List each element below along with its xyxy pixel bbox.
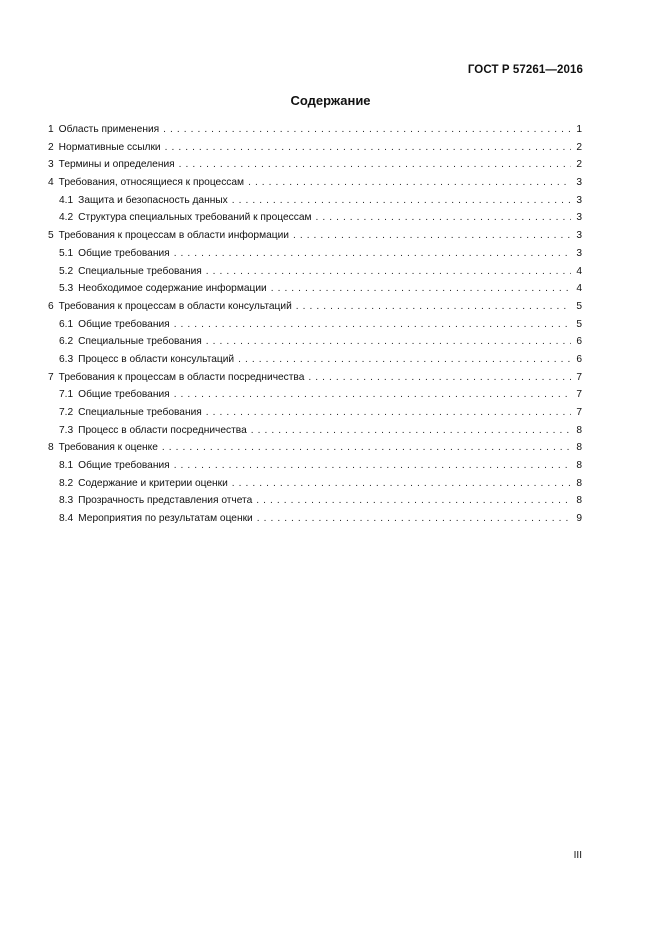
toc-entry-page: 8 xyxy=(576,460,582,472)
dot-leader xyxy=(165,139,571,157)
toc-entry-title: Специальные требования xyxy=(78,336,202,348)
toc-entry-title: Требования к процессам в области информации xyxy=(58,230,289,242)
toc-entry[interactable] xyxy=(48,510,582,528)
toc-entry[interactable] xyxy=(48,227,582,245)
dot-leader xyxy=(174,457,571,475)
toc-entry[interactable] xyxy=(48,404,582,422)
dot-leader xyxy=(174,316,571,334)
toc-entry-page: 3 xyxy=(576,177,582,189)
toc-entry-title: Специальные требования xyxy=(78,265,202,277)
dot-leader xyxy=(206,263,571,281)
toc-entry[interactable] xyxy=(48,492,582,510)
toc-entry-title: Требования к процессам в области консультаций xyxy=(58,300,292,312)
dot-leader xyxy=(206,404,571,422)
dot-leader xyxy=(174,386,571,404)
toc-entry-page: 3 xyxy=(576,247,582,259)
toc-entry-number: 5.1 xyxy=(59,247,74,259)
toc-entry-title: Требования, относящиеся к процессам xyxy=(58,177,245,189)
toc-entry-page: 8 xyxy=(576,424,582,436)
toc-entry[interactable] xyxy=(48,298,582,316)
toc-entry-page: 7 xyxy=(576,371,582,383)
toc-entry[interactable] xyxy=(48,351,582,369)
toc-title: Содержание xyxy=(290,93,371,108)
dot-leader xyxy=(256,492,571,510)
toc-entry[interactable] xyxy=(48,156,582,174)
toc-entry-title: Общие требования xyxy=(78,460,170,472)
toc-entry[interactable] xyxy=(48,439,582,457)
dot-leader xyxy=(179,156,571,174)
toc-entry[interactable] xyxy=(48,280,582,298)
toc-entry[interactable] xyxy=(48,192,582,210)
toc-entry-number: 8.2 xyxy=(59,477,74,489)
toc-entry-number: 5 xyxy=(48,230,54,242)
toc-entry-title: Прозрачность представления отчета xyxy=(78,495,253,507)
toc-entry-title: Необходимое содержание информации xyxy=(78,283,267,295)
dot-leader xyxy=(296,298,571,316)
toc-entry-title: Общие требования xyxy=(78,247,170,259)
page-number: III xyxy=(573,850,582,861)
toc-entry[interactable] xyxy=(48,457,582,475)
toc-entry-number: 8.1 xyxy=(59,460,74,472)
toc-entry-number: 6 xyxy=(48,300,54,312)
toc-entry-title: Термины и определения xyxy=(58,159,175,171)
dot-leader xyxy=(293,227,571,245)
toc-entry-title: Общие требования xyxy=(78,389,170,401)
toc-entry-page: 8 xyxy=(576,442,582,454)
toc-entry[interactable] xyxy=(48,475,582,493)
toc-entry-number: 5.3 xyxy=(59,283,74,295)
toc-entry[interactable] xyxy=(48,174,582,192)
toc-entry-page: 6 xyxy=(576,353,582,365)
toc-entry-page: 2 xyxy=(576,141,582,153)
toc-entry-number: 8.3 xyxy=(59,495,74,507)
toc-entry-page: 3 xyxy=(576,194,582,206)
toc-entry-number: 5.2 xyxy=(59,265,74,277)
toc-entry[interactable] xyxy=(48,121,582,139)
toc-entry-page: 8 xyxy=(576,495,582,507)
toc-entry-number: 7.3 xyxy=(59,424,74,436)
toc-entry[interactable] xyxy=(48,369,582,387)
toc-entry-number: 7 xyxy=(48,371,54,383)
toc-entry-page: 8 xyxy=(576,477,582,489)
toc-entry-page: 7 xyxy=(576,407,582,418)
toc-entry-title: Специальные требования xyxy=(78,407,202,418)
toc-entry-title: Структура специальных требований к процессам xyxy=(78,212,312,224)
toc-entry[interactable] xyxy=(48,422,582,440)
toc-entry-page: 1 xyxy=(576,124,582,135)
toc-entry-title: Нормативные ссылки xyxy=(58,141,161,153)
toc-entry[interactable] xyxy=(48,316,582,334)
toc-entry-page: 3 xyxy=(576,212,582,224)
toc-entry-number: 8 xyxy=(48,442,54,454)
dot-leader xyxy=(257,510,571,528)
toc-entry-page: 7 xyxy=(576,389,582,401)
toc-entry-title: Область применения xyxy=(58,124,160,135)
toc-entry-number: 7.2 xyxy=(59,407,74,418)
toc-entry-title: Требования к процессам в области посредничества xyxy=(58,371,305,383)
dot-leader xyxy=(163,121,571,139)
toc-entry-title: Общие требования xyxy=(78,318,170,330)
toc-entry[interactable] xyxy=(48,263,582,281)
toc-entry-number: 7.1 xyxy=(59,389,74,401)
toc-entry[interactable] xyxy=(48,333,582,351)
toc-entry-page: 6 xyxy=(576,336,582,348)
dot-leader xyxy=(162,439,571,457)
dot-leader xyxy=(271,280,571,298)
dot-leader xyxy=(238,351,571,369)
toc-entry-page: 5 xyxy=(576,300,582,312)
toc-entry-title: Процесс в области посредничества xyxy=(78,424,247,436)
toc-entry-page: 4 xyxy=(576,265,582,277)
toc-entry-title: Процесс в области консультаций xyxy=(78,353,235,365)
toc-entry-number: 4.2 xyxy=(59,212,74,224)
toc-entry-page: 2 xyxy=(576,159,582,171)
table-of-contents xyxy=(48,121,582,528)
toc-entry-number: 2 xyxy=(48,141,54,153)
toc-entry[interactable] xyxy=(48,139,582,157)
toc-entry-number: 3 xyxy=(48,159,54,171)
toc-entry[interactable] xyxy=(48,209,582,227)
dot-leader xyxy=(308,369,571,387)
toc-entry-page: 4 xyxy=(576,283,582,295)
dot-leader xyxy=(174,245,571,263)
toc-entry-title: Требования к оценке xyxy=(58,442,158,454)
toc-entry-number: 6.2 xyxy=(59,336,74,348)
dot-leader xyxy=(251,422,571,440)
toc-entry-page: 3 xyxy=(576,230,582,242)
toc-entry-number: 4.1 xyxy=(59,194,74,206)
toc-entry-number: 4 xyxy=(48,177,54,189)
dot-leader xyxy=(232,192,571,210)
toc-entry[interactable] xyxy=(48,245,582,263)
toc-entry-title: Мероприятия по результатам оценки xyxy=(78,513,253,525)
standard-code: ГОСТ Р 57261—2016 xyxy=(467,64,583,76)
toc-entry-number: 8.4 xyxy=(59,513,74,525)
toc-entry-number: 1 xyxy=(48,124,54,135)
toc-entry-page: 5 xyxy=(576,318,582,330)
dot-leader xyxy=(316,209,572,227)
toc-entry-number: 6.1 xyxy=(59,318,74,330)
toc-entry-title: Защита и безопасность данных xyxy=(78,194,228,206)
toc-entry-page: 9 xyxy=(576,513,582,525)
dot-leader xyxy=(206,333,571,351)
toc-entry-number: 6.3 xyxy=(59,353,74,365)
toc-entry-title: Содержание и критерии оценки xyxy=(78,477,228,489)
dot-leader xyxy=(232,475,571,493)
dot-leader xyxy=(248,174,571,192)
toc-entry[interactable] xyxy=(48,386,582,404)
